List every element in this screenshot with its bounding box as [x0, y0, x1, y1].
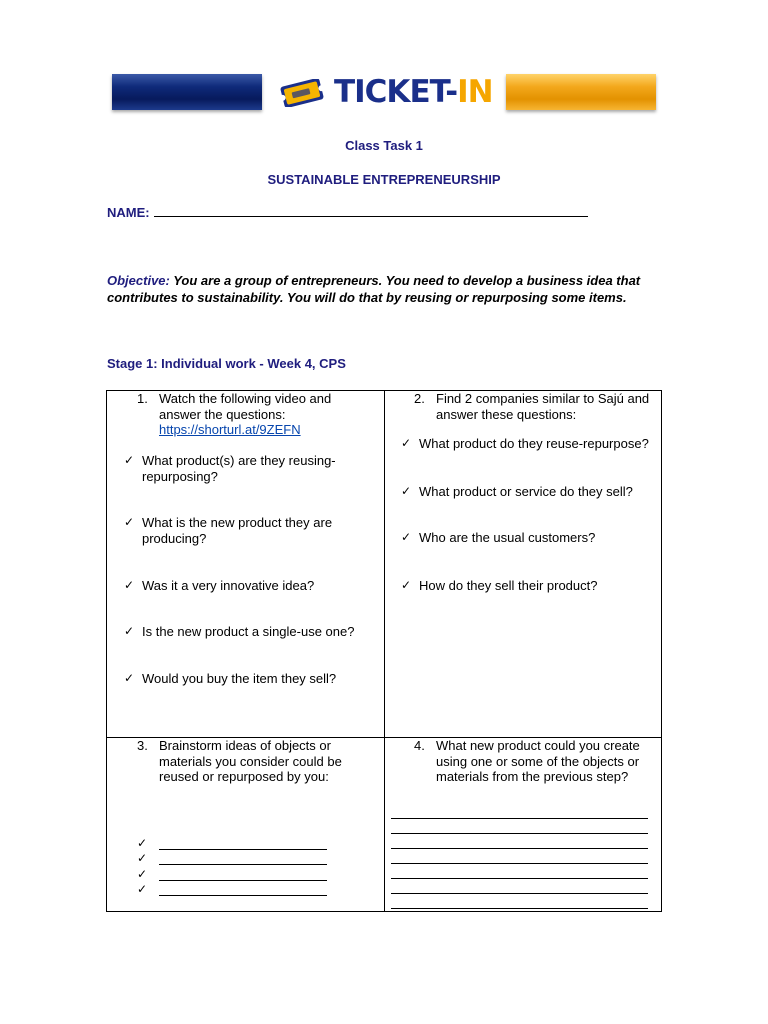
task-4-line: What new product could you create [436, 738, 640, 753]
task-3-line: Brainstorm ideas of objects or [159, 738, 331, 753]
checkmark-icon: ✓ [124, 624, 135, 638]
header-banner [112, 68, 656, 116]
logo-text-main: TICKET- [334, 74, 458, 110]
answer-line[interactable] [391, 818, 648, 819]
task-3-line: reused or repurposed by you: [159, 769, 329, 784]
task-2-number: 2. [414, 391, 425, 406]
task-1-line: Watch the following video and [159, 391, 332, 406]
checkmark-icon: ✓ [137, 851, 148, 865]
task-3-line: materials you consider could be [159, 753, 342, 769]
question-text: What product(s) are they reusing- [142, 453, 336, 468]
task-3-number: 3. [137, 738, 148, 753]
question-text: How do they sell their product? [419, 578, 598, 593]
objective-text-line1: You are a group of entrepreneurs. You need to develop a business idea that [169, 273, 641, 288]
answer-line[interactable] [159, 895, 327, 896]
objective-paragraph [107, 272, 667, 306]
checkmark-icon: ✓ [124, 453, 135, 467]
ticket-in-logo [276, 68, 502, 116]
video-link[interactable]: https://shorturl.at/9ZEFN [159, 422, 301, 437]
checkmark-icon: ✓ [137, 882, 148, 896]
objective-text-line2: contributes to sustainability. You will do that by reusing or repurposing some items. [107, 290, 627, 305]
answer-line[interactable] [391, 863, 648, 864]
checkmark-icon: ✓ [124, 515, 135, 529]
stage-heading: Stage 1: Individual work - Week 4, CPS [107, 356, 346, 371]
name-field[interactable] [107, 204, 588, 220]
task-4-line: using one or some of the objects or [436, 753, 640, 769]
name-label: NAME: [107, 205, 150, 220]
answer-line[interactable] [159, 849, 327, 850]
task-4-heading [414, 738, 659, 786]
objective-label: Objective: [107, 273, 170, 288]
question-text: What product or service do they sell? [419, 484, 633, 499]
answer-line[interactable] [391, 848, 648, 849]
task-4-line: materials from the previous step? [436, 769, 629, 784]
question-text: What product do they reuse-repurpose? [419, 436, 649, 451]
task-1-line: answer the questions: [159, 406, 286, 422]
answer-line[interactable] [391, 878, 648, 879]
checkmark-icon: ✓ [124, 578, 135, 592]
checkmark-icon: ✓ [137, 836, 148, 850]
task-3-heading [137, 738, 377, 786]
task-4-number: 4. [414, 738, 425, 753]
checkmark-icon: ✓ [401, 436, 412, 450]
checkmark-icon: ✓ [124, 671, 135, 685]
logo-text-accent: IN [457, 74, 493, 110]
answer-line[interactable] [391, 893, 648, 894]
task-2-line: Find 2 companies similar to Sajú and [436, 391, 650, 406]
question-text: Was it a very innovative idea? [142, 578, 315, 593]
page-subtitle: SUSTAINABLE ENTREPRENEURSHIP [267, 172, 501, 187]
name-blank-line[interactable] [154, 204, 588, 217]
answer-line[interactable] [391, 833, 648, 834]
task-2-text [436, 391, 649, 422]
ticket-icon [278, 79, 326, 107]
task-4-text [436, 738, 640, 785]
question-text: repurposing? [142, 468, 218, 484]
question-text: Would you buy the item they sell? [142, 671, 337, 686]
task-2-heading [414, 391, 659, 425]
answer-line[interactable] [391, 908, 648, 909]
answer-line[interactable] [159, 864, 327, 865]
task-3-text [159, 738, 342, 785]
task-1-heading [137, 391, 377, 439]
checkmark-icon: ✓ [401, 578, 412, 592]
question-text: Who are the usual customers? [419, 530, 596, 545]
banner-blue-bar [112, 74, 262, 110]
grid-divider-vertical [384, 391, 385, 911]
answer-line[interactable] [159, 880, 327, 881]
task-2-line: answer these questions: [436, 406, 577, 422]
checkmark-icon: ✓ [401, 484, 412, 498]
task-1-number: 1. [137, 391, 148, 406]
logo-text [334, 73, 493, 111]
checkmark-icon: ✓ [137, 867, 148, 881]
question-text: What is the new product they are [142, 515, 333, 530]
task-1-text [159, 391, 331, 438]
banner-orange-bar [506, 74, 656, 110]
checkmark-icon: ✓ [401, 530, 412, 544]
question-text: Is the new product a single-use one? [142, 624, 355, 639]
page-title: Class Task 1 [345, 138, 423, 153]
question-text: producing? [142, 530, 207, 546]
task-grid [106, 390, 662, 912]
